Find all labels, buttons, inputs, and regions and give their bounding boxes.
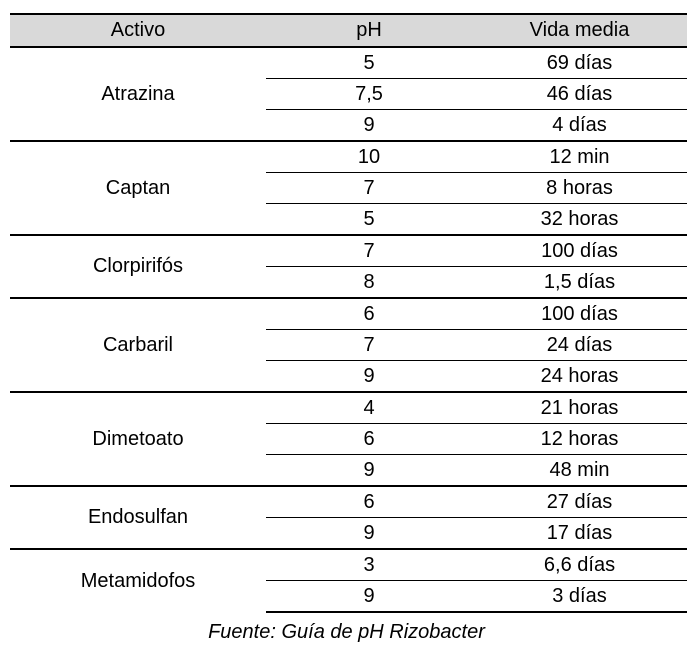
- vida-media-cell: 24 días: [472, 330, 687, 361]
- vida-media-cell: 48 min: [472, 455, 687, 487]
- table-row: [10, 47, 687, 79]
- vida-media-cell: 100 días: [472, 235, 687, 267]
- vida-media-cell: 12 min: [472, 141, 687, 173]
- ph-cell: 7,5: [266, 79, 472, 110]
- ph-cell: 5: [266, 204, 472, 236]
- ph-cell: 10: [266, 141, 472, 173]
- activo-cell: Dimetoato: [10, 392, 266, 486]
- vida-media-cell: 8 horas: [472, 173, 687, 204]
- ph-cell: 9: [266, 110, 472, 142]
- ph-cell: 5: [266, 47, 472, 79]
- ph-cell: 9: [266, 518, 472, 550]
- header-activo: Activo: [10, 14, 266, 47]
- ph-cell: 9: [266, 455, 472, 487]
- ph-cell: 7: [266, 330, 472, 361]
- vida-media-cell: 1,5 días: [472, 267, 687, 299]
- source-caption: Fuente: Guía de pH Rizobacter: [208, 621, 485, 643]
- table-row: [10, 298, 687, 330]
- ph-cell: 9: [266, 581, 472, 613]
- vida-media-cell: 17 días: [472, 518, 687, 550]
- ph-cell: 7: [266, 235, 472, 267]
- ph-cell: 9: [266, 361, 472, 393]
- vida-media-cell: 27 días: [472, 486, 687, 518]
- half-life-table: [10, 13, 687, 613]
- vida-media-cell: 12 horas: [472, 424, 687, 455]
- activo-cell: Endosulfan: [10, 486, 266, 549]
- activo-cell: Carbaril: [10, 298, 266, 392]
- ph-cell: 6: [266, 486, 472, 518]
- ph-cell: 6: [266, 298, 472, 330]
- table-row: [10, 392, 687, 424]
- ph-cell: 6: [266, 424, 472, 455]
- vida-media-cell: 4 días: [472, 110, 687, 142]
- table-row: [10, 486, 687, 518]
- vida-media-cell: 21 horas: [472, 392, 687, 424]
- ph-cell: 8: [266, 267, 472, 299]
- activo-cell: Captan: [10, 141, 266, 235]
- vida-media-cell: 3 días: [472, 581, 687, 613]
- vida-media-cell: 46 días: [472, 79, 687, 110]
- ph-cell: 3: [266, 549, 472, 581]
- header-ph: pH: [266, 14, 472, 47]
- vida-media-cell: 6,6 días: [472, 549, 687, 581]
- activo-cell: Atrazina: [10, 47, 266, 141]
- header-row: [10, 14, 687, 47]
- table-row: [10, 235, 687, 267]
- ph-cell: 4: [266, 392, 472, 424]
- header-vida-media: Vida media: [472, 14, 687, 47]
- table-row: [10, 549, 687, 581]
- vida-media-cell: 32 horas: [472, 204, 687, 236]
- table-body: [10, 47, 687, 612]
- activo-cell: Clorpirifós: [10, 235, 266, 298]
- table-row: [10, 141, 687, 173]
- vida-media-cell: 100 días: [472, 298, 687, 330]
- vida-media-cell: 24 horas: [472, 361, 687, 393]
- activo-cell: Metamidofos: [10, 549, 266, 612]
- ph-cell: 7: [266, 173, 472, 204]
- vida-media-cell: 69 días: [472, 47, 687, 79]
